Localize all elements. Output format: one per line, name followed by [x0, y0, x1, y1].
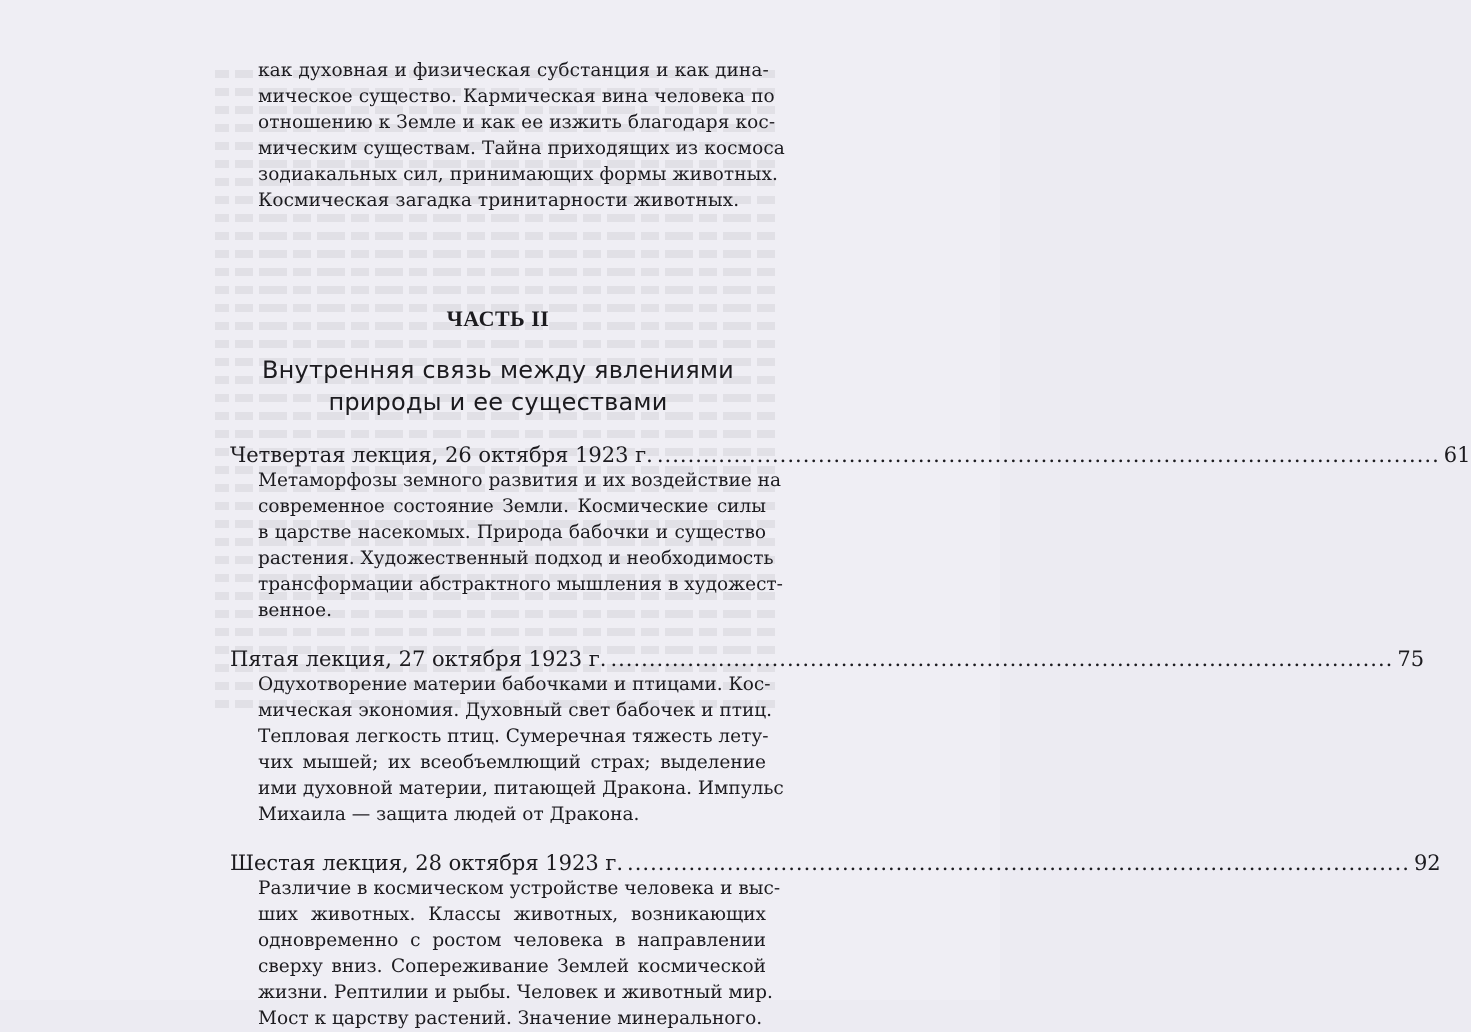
text-line: в царстве насекомых. Природа бабочки и существо — [258, 522, 766, 543]
text-line: Одухотворение материи бабочками и птицами. Кос- — [258, 674, 771, 695]
lecture-title: Пятая лекция, 27 октября 1923 г. — [230, 647, 607, 671]
text-line: Различие в космическом устройстве человека и выс- — [258, 878, 781, 899]
text-line: Мост к царству растений. Значение минерального. — [258, 1008, 763, 1029]
lecture-description — [230, 876, 781, 1032]
toc-entry-lecture-5[interactable] — [230, 646, 1425, 828]
text-line: растения. Художественный подход и необходимость — [258, 548, 774, 569]
leader-dots — [657, 442, 1440, 468]
text-line: ших животных. Классы животных, возникающих — [258, 904, 766, 925]
text-line: Метаморфозы земного развития и их воздействие на — [258, 470, 781, 491]
text-line: чих мышей; их всеобъемлющий страх; выделение — [258, 752, 766, 773]
intro-paragraph — [230, 58, 785, 214]
text-line: как духовная и физическая субстанция и как дина- — [258, 60, 769, 81]
text-line: ими духовной материи, питающей Дракона. Импульс — [258, 778, 784, 799]
text-line: венное. — [258, 600, 332, 621]
page-number: 75 — [1397, 647, 1425, 671]
text-line: мическая экономия. Духовный свет бабочек и птиц. — [258, 700, 773, 721]
section-title-line: Внутренняя связь между явлениями — [262, 356, 734, 384]
text-line: Михаила — защита людей от Дракона. — [258, 804, 640, 825]
text-line: современное состояние Земли. Космические силы — [258, 496, 766, 517]
text-line: Космическая загадка тринитарности животных. — [258, 190, 740, 211]
leader-dots — [610, 646, 1393, 672]
leader-dots — [627, 850, 1410, 876]
lecture-description — [230, 468, 783, 624]
text-line: жизни. Рептилии и рыбы. Человек и животный мир. — [258, 982, 773, 1003]
lecture-title: Шестая лекция, 28 октября 1923 г. — [230, 851, 624, 875]
toc-entry-heading[interactable] — [230, 850, 1441, 876]
text-line: одновременно с ростом человека в направлении — [258, 930, 766, 951]
text-line: Тепловая легкость птиц. Сумеречная тяжесть лету- — [258, 726, 769, 747]
toc-entry-heading[interactable] — [230, 442, 1471, 468]
section-title — [230, 354, 766, 418]
text-line: отношению к Земле и как ее изжить благодаря кос- — [258, 112, 776, 133]
section-title-line: природы и ее существами — [328, 388, 668, 416]
page-number: 61 — [1443, 443, 1471, 467]
toc-entry-lecture-4[interactable] — [230, 442, 1471, 624]
text-line: мическое существо. Кармическая вина человека по — [258, 86, 775, 107]
toc-content — [230, 58, 1471, 1032]
text-line: трансформации абстрактного мышления в художест- — [258, 574, 783, 595]
text-line: сверху вниз. Сопереживание Землей космической — [258, 956, 766, 977]
toc-entry-heading[interactable] — [230, 646, 1425, 672]
toc-entry-lecture-6[interactable] — [230, 850, 1441, 1032]
lecture-title: Четвертая лекция, 26 октября 1923 г. — [230, 443, 653, 467]
part-label: ЧАСТЬ II — [446, 306, 550, 331]
text-line: мическим существам. Тайна приходящих из космоса — [258, 138, 785, 159]
lecture-description — [230, 672, 784, 828]
page-number: 92 — [1413, 851, 1441, 875]
text-line: зодиакальных сил, принимающих формы животных. — [258, 164, 778, 185]
